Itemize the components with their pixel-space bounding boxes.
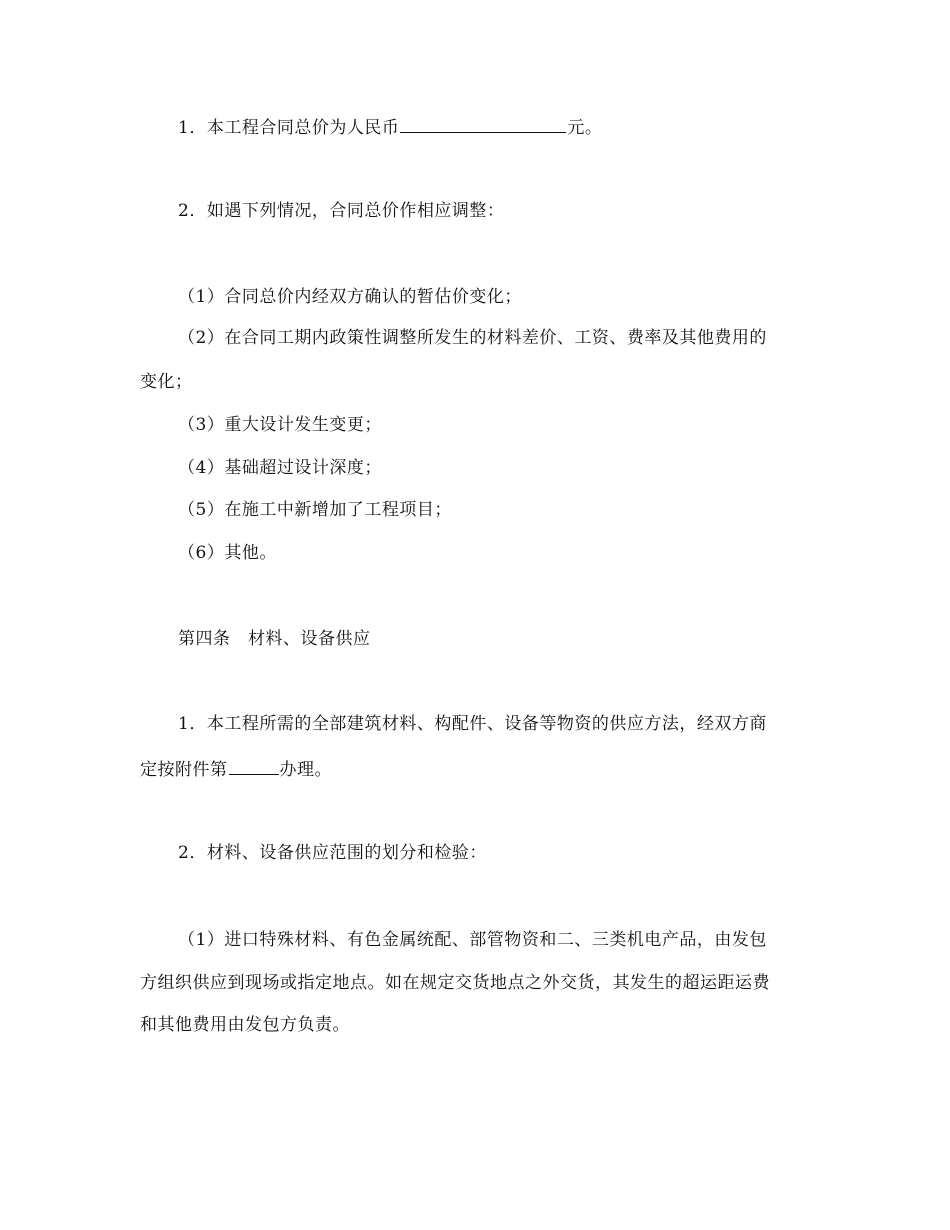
appendix-number-blank xyxy=(229,756,279,775)
supply-clause-1-end: 办理。 xyxy=(279,760,332,780)
adjustment-item-6: （6）其他。 xyxy=(178,543,277,563)
supply-clause-1-line2 xyxy=(140,756,332,782)
adjustment-item-3: （3）重大设计发生变更； xyxy=(178,415,382,435)
price-adjustment-clause: 2．如遇下列情况，合同总价作相应调整： xyxy=(178,201,505,221)
adjustment-item-4: （4）基础超过设计深度； xyxy=(178,458,382,478)
supply-clause-2: 2．材料、设备供应范围的划分和检验： xyxy=(178,843,487,863)
scope-item-1-line2: 方组织供应到现场或指定地点。如在规定交货地点之外交货，其发生的超运距运费 xyxy=(140,973,770,993)
scope-item-1-line3: 和其他费用由发包方负责。 xyxy=(140,1015,350,1035)
adjustment-item-2-line2: 变化； xyxy=(140,372,193,392)
article-4-heading: 第四条 材料、设备供应 xyxy=(178,629,371,649)
contract-price-clause xyxy=(178,114,602,140)
adjustment-item-1: （1）合同总价内经双方确认的暂估价变化； xyxy=(178,287,522,307)
supply-clause-1-text: 定按附件第 xyxy=(140,760,228,780)
contract-price-text: 1．本工程合同总价为人民币 xyxy=(178,118,400,138)
scope-item-1-line1: （1）进口特殊材料、有色金属统配、部管物资和二、三类机电产品，由发包 xyxy=(178,930,767,950)
adjustment-item-5: （5）在施工中新增加了工程项目； xyxy=(178,500,452,520)
supply-clause-1-line1: 1．本工程所需的全部建筑材料、构配件、设备等物资的供应方法，经双方商 xyxy=(178,714,767,734)
contract-price-blank xyxy=(400,114,566,133)
adjustment-item-2-line1: （2）在合同工期内政策性调整所发生的材料差价、工资、费率及其他费用的 xyxy=(178,328,767,348)
contract-price-unit: 元。 xyxy=(567,118,603,138)
